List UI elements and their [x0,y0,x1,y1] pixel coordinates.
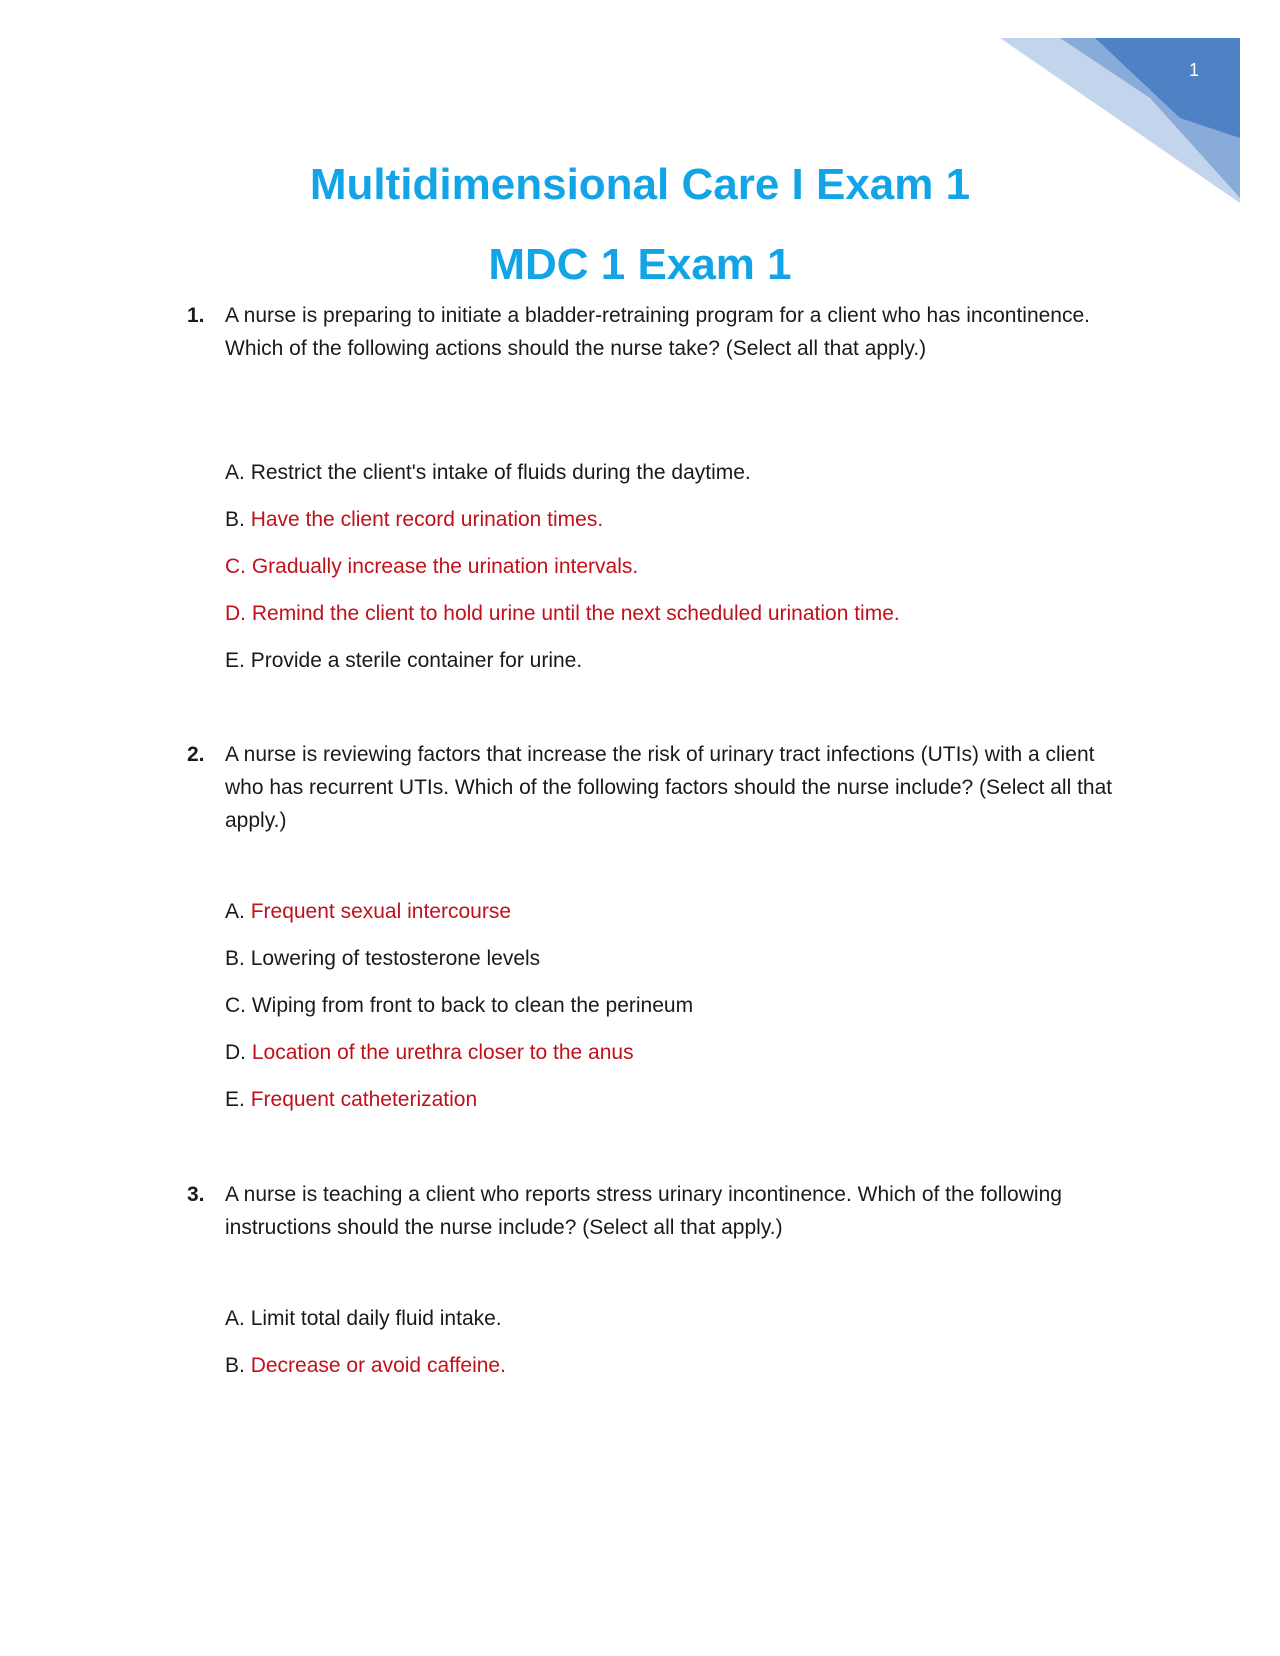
option-d [225,600,900,628]
option-e [225,1086,477,1114]
question-text: A nurse is reviewing factors that increase the risk of urinary tract infections (UTIs) with a client who has recurrent UTIs. Which of the following factors should the nurse include? (Select all that apply.) [225,743,1113,832]
option-letter: B. [225,1354,245,1377]
document-subtitle: MDC 1 Exam 1 [488,240,792,289]
option-text: Provide a sterile container for urine. [250,649,583,672]
option-text: Lowering of testosterone levels [250,947,541,970]
option-b [225,945,540,973]
option-text-correct: Decrease or avoid caffeine. [250,1354,506,1377]
option-text-correct: Gradually increase the urination intervals. [251,555,639,578]
question-text: A nurse is teaching a client who reports stress urinary incontinence. Which of the following instructions should the nurse include? (Select all that apply.) [225,1183,1062,1239]
option-text-correct: Have the client record urination times. [250,508,604,531]
option-letter: A. [225,461,245,484]
option-letter: A. [225,1307,245,1330]
question-text: A nurse is preparing to initiate a bladder-retraining program for a client who has incontinence. Which of the following actions should the nurse take? (Select all that apply.) [225,304,1090,360]
option-text-correct: Remind the client to hold urine until the next scheduled urination time. [251,602,900,625]
option-letter: C. [225,994,246,1017]
option-letter: E. [225,649,245,672]
option-letter: E. [225,1088,245,1111]
option-c [225,992,693,1020]
option-a [225,898,511,926]
option-text-correct: Location of the urethra closer to the anus [251,1041,634,1064]
option-c [225,553,638,581]
question-number: 2. [187,743,205,766]
option-letter: B. [225,947,245,970]
option-text: Limit total daily fluid intake. [250,1307,502,1330]
question-number: 1. [187,304,205,327]
option-b [225,1352,506,1380]
option-text-correct: Frequent sexual intercourse [250,900,511,923]
option-letter: B. [225,508,245,531]
option-e [225,647,582,675]
option-a [225,459,751,487]
option-letter: A. [225,900,245,923]
document-title: Multidimensional Care I Exam 1 [309,160,971,209]
option-letter: C. [225,555,246,578]
option-letter: D. [225,602,246,625]
option-d [225,1039,634,1067]
question-number: 3. [187,1183,205,1206]
option-text: Restrict the client's intake of fluids during the daytime. [250,461,751,484]
option-text-correct: Frequent catheterization [250,1088,478,1111]
option-a [225,1305,502,1333]
option-text: Wiping from front to back to clean the perineum [251,994,694,1017]
option-b [225,506,603,534]
option-letter: D. [225,1041,246,1064]
page-number: 1 [1188,60,1199,80]
